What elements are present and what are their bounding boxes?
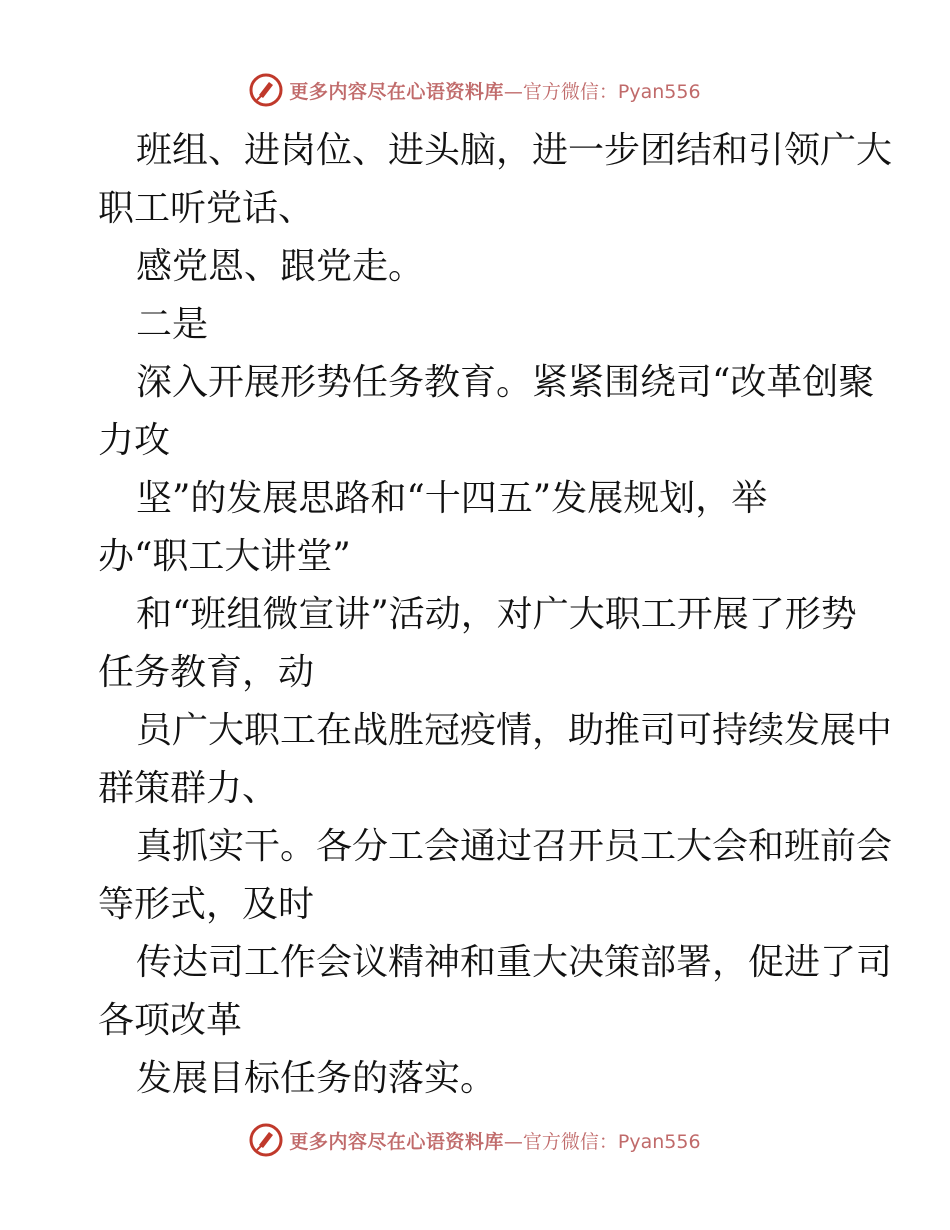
text-line: 各项改革 [98, 1000, 243, 1041]
text-line: 传达司工作会议精神和重大决策部署，促进了司 [136, 942, 893, 983]
text-line: 坚”的发展思路和“十四五”发展规划，举 [136, 478, 768, 519]
watermark-brand: 更多内容尽在心语资料库 [289, 80, 504, 103]
watermark-header [0, 70, 950, 110]
text-line: 和“班组微宣讲”活动，对广大职工开展了形势 [136, 594, 857, 635]
text-line: 真抓实干。各分工会通过召开员工大会和班前会 [136, 826, 893, 867]
watermark-suffix: —官方微信：Pyan556 [503, 80, 701, 103]
text-line: 感党恩、跟党走。 [136, 246, 425, 287]
text-line: 群策群力、 [98, 768, 279, 809]
watermark-brand: 更多内容尽在心语资料库 [289, 1130, 504, 1153]
text-line: 员广大职工在战胜冠疫情，助推司可持续发展中 [136, 710, 893, 751]
text-line: 深入开展形势任务教育。紧紧围绕司“改革创聚 [136, 362, 875, 403]
logo-icon [249, 1123, 283, 1157]
text-line: 力攻 [98, 420, 171, 461]
text-line: 发展目标任务的落实。 [136, 1058, 497, 1099]
watermark-footer [0, 1120, 950, 1160]
text-line: 任务教育，动 [98, 652, 315, 693]
watermark-suffix: —官方微信：Pyan556 [503, 1130, 701, 1153]
document-body [98, 122, 893, 1108]
text-line: 办“职工大讲堂” [98, 536, 351, 577]
text-line: 职工听党话、 [98, 188, 315, 229]
logo-icon [249, 73, 283, 107]
text-line: 二是 [136, 304, 209, 345]
text-line: 班组、进岗位、进头脑，进一步团结和引领广大 [136, 130, 893, 171]
text-line: 等形式，及时 [98, 884, 315, 925]
